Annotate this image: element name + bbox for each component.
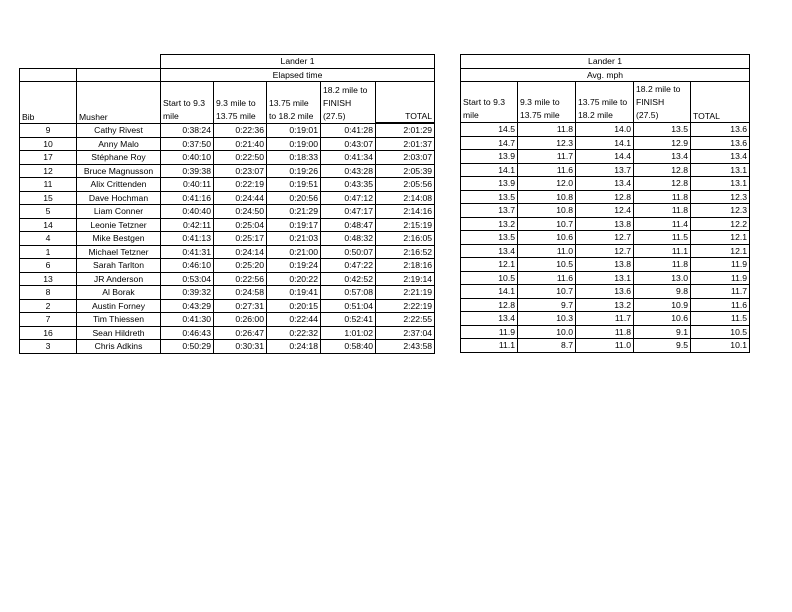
table-row (461, 339, 750, 353)
leg3-mph-cell: 14.4 (576, 150, 634, 164)
leg3-mph-cell: 11.7 (576, 312, 634, 326)
total-time-cell: 2:43:58 (376, 340, 435, 354)
table-row (461, 163, 750, 177)
leg4-mph-cell: 13.5 (634, 123, 691, 137)
musher-cell: Liam Conner (77, 205, 161, 219)
col-header-leg1: Start to 9.3 mile (161, 82, 214, 124)
total-time-cell: 2:03:07 (376, 151, 435, 165)
table-row (20, 178, 435, 192)
leg3-time-cell: 0:19:41 (267, 286, 321, 300)
leg3-mph-cell: 12.7 (576, 244, 634, 258)
leg1-mph-cell: 13.7 (461, 204, 518, 218)
leg4-mph-cell: 11.8 (634, 190, 691, 204)
leg1-mph-cell: 10.5 (461, 271, 518, 285)
leg2-mph-cell: 11.7 (518, 150, 576, 164)
total-time-cell: 2:01:37 (376, 137, 435, 151)
bib-cell: 5 (20, 205, 77, 219)
mph-subtitle: Avg. mph (461, 68, 750, 82)
leg3-mph-cell: 13.6 (576, 285, 634, 299)
total-time-cell: 2:16:05 (376, 232, 435, 246)
table-row (20, 340, 435, 354)
table-row (461, 136, 750, 150)
col-header-leg3: 13.75 mile to 18.2 mile (267, 82, 321, 124)
leg2-mph-cell: 10.5 (518, 258, 576, 272)
leg3-mph-cell: 13.4 (576, 177, 634, 191)
musher-cell: JR Anderson (77, 272, 161, 286)
musher-cell: Al Borak (77, 286, 161, 300)
leg4-time-cell: 0:41:34 (321, 151, 376, 165)
total-mph-cell: 13.1 (691, 163, 750, 177)
leg3-time-cell: 0:19:26 (267, 164, 321, 178)
leg4-mph-cell: 10.6 (634, 312, 691, 326)
bib-cell: 6 (20, 259, 77, 273)
table-row (461, 271, 750, 285)
col-header-bib: Bib (20, 82, 77, 124)
leg4-time-cell: 0:42:52 (321, 272, 376, 286)
table-row (20, 123, 435, 137)
bib-cell: 1 (20, 245, 77, 259)
total-mph-cell: 11.9 (691, 258, 750, 272)
leg1-time-cell: 0:40:11 (161, 178, 214, 192)
leg1-time-cell: 0:46:10 (161, 259, 214, 273)
leg4-mph-cell: 13.0 (634, 271, 691, 285)
elapsed-time-table (19, 54, 435, 354)
col-header-musher: Musher (77, 82, 161, 124)
leg2-time-cell: 0:25:17 (214, 232, 267, 246)
leg4-time-cell: 0:47:12 (321, 191, 376, 205)
total-time-cell: 2:22:55 (376, 313, 435, 327)
leg3-mph-cell: 13.8 (576, 217, 634, 231)
leg1-mph-cell: 13.9 (461, 150, 518, 164)
total-time-cell: 2:37:04 (376, 326, 435, 340)
leg3-mph-cell: 12.4 (576, 204, 634, 218)
leg3-time-cell: 0:21:03 (267, 232, 321, 246)
table-row (20, 299, 435, 313)
musher-cell: Tim Thiessen (77, 313, 161, 327)
musher-cell: Leonie Tetzner (77, 218, 161, 232)
bib-cell: 4 (20, 232, 77, 246)
leg1-time-cell: 0:39:32 (161, 286, 214, 300)
table-row (20, 326, 435, 340)
mph-header-leg3: 13.75 mile to 18.2 mile (576, 82, 634, 123)
table-row (461, 298, 750, 312)
bib-cell: 15 (20, 191, 77, 205)
leg4-mph-cell: 11.4 (634, 217, 691, 231)
leg1-time-cell: 0:39:38 (161, 164, 214, 178)
table-row (461, 312, 750, 326)
leg2-mph-cell: 12.0 (518, 177, 576, 191)
leg2-time-cell: 0:24:44 (214, 191, 267, 205)
total-time-cell: 2:14:08 (376, 191, 435, 205)
leg1-time-cell: 0:50:29 (161, 340, 214, 354)
total-mph-cell: 12.1 (691, 244, 750, 258)
musher-cell: Sean Hildreth (77, 326, 161, 340)
table-row (461, 150, 750, 164)
bib-cell: 10 (20, 137, 77, 151)
leg1-time-cell: 0:46:43 (161, 326, 214, 340)
total-mph-cell: 12.3 (691, 190, 750, 204)
leg2-time-cell: 0:21:40 (214, 137, 267, 151)
table-row (20, 286, 435, 300)
leg2-time-cell: 0:25:04 (214, 218, 267, 232)
leg2-mph-cell: 11.8 (518, 123, 576, 137)
total-mph-cell: 11.7 (691, 285, 750, 299)
leg4-mph-cell: 11.5 (634, 231, 691, 245)
leg3-time-cell: 0:19:01 (267, 123, 321, 137)
col-header-leg4: 18.2 mile to FINISH (27.5) (321, 82, 376, 124)
leg2-time-cell: 0:24:58 (214, 286, 267, 300)
musher-cell: Sarah Tarlton (77, 259, 161, 273)
col-header-leg2: 9.3 mile to 13.75 mile (214, 82, 267, 124)
leg1-time-cell: 0:53:04 (161, 272, 214, 286)
leg4-mph-cell: 11.8 (634, 258, 691, 272)
leg2-time-cell: 0:24:50 (214, 205, 267, 219)
leg2-mph-cell: 11.6 (518, 163, 576, 177)
leg2-mph-cell: 10.3 (518, 312, 576, 326)
mph-header-leg1: Start to 9.3 mile (461, 82, 518, 123)
musher-cell: Anny Malo (77, 137, 161, 151)
leg1-mph-cell: 11.1 (461, 339, 518, 353)
total-time-cell: 2:15:19 (376, 218, 435, 232)
leg3-mph-cell: 13.7 (576, 163, 634, 177)
table-row (20, 218, 435, 232)
table-row (461, 258, 750, 272)
musher-cell: Dave Hochman (77, 191, 161, 205)
leg2-mph-cell: 10.6 (518, 231, 576, 245)
bib-cell: 16 (20, 326, 77, 340)
leg3-mph-cell: 11.8 (576, 325, 634, 339)
mph-title: Lander 1 (461, 55, 750, 69)
leg4-time-cell: 0:48:47 (321, 218, 376, 232)
leg1-time-cell: 0:37:50 (161, 137, 214, 151)
total-mph-cell: 11.6 (691, 298, 750, 312)
table-row (20, 313, 435, 327)
musher-cell: Alix Crittenden (77, 178, 161, 192)
bib-cell: 3 (20, 340, 77, 354)
table-row (20, 272, 435, 286)
total-time-cell: 2:16:52 (376, 245, 435, 259)
bib-cell: 14 (20, 218, 77, 232)
musher-cell: Austin Forney (77, 299, 161, 313)
leg4-time-cell: 0:57:08 (321, 286, 376, 300)
leg2-time-cell: 0:26:47 (214, 326, 267, 340)
leg2-time-cell: 0:22:50 (214, 151, 267, 165)
header-blank (77, 68, 161, 82)
table-row (461, 177, 750, 191)
leg2-mph-cell: 8.7 (518, 339, 576, 353)
leg2-time-cell: 0:27:31 (214, 299, 267, 313)
bib-cell: 7 (20, 313, 77, 327)
table-row (461, 325, 750, 339)
leg3-time-cell: 0:20:22 (267, 272, 321, 286)
leg3-mph-cell: 14.1 (576, 136, 634, 150)
leg1-mph-cell: 12.1 (461, 258, 518, 272)
leg3-time-cell: 0:20:15 (267, 299, 321, 313)
total-time-cell: 2:14:16 (376, 205, 435, 219)
leg4-mph-cell: 12.9 (634, 136, 691, 150)
leg2-mph-cell: 9.7 (518, 298, 576, 312)
leg4-mph-cell: 9.1 (634, 325, 691, 339)
leg4-mph-cell: 12.8 (634, 177, 691, 191)
leg1-time-cell: 0:41:13 (161, 232, 214, 246)
total-time-cell: 2:18:16 (376, 259, 435, 273)
leg3-time-cell: 0:21:00 (267, 245, 321, 259)
header-blank (20, 68, 77, 82)
table-row (461, 231, 750, 245)
bib-cell: 9 (20, 123, 77, 137)
leg1-mph-cell: 14.5 (461, 123, 518, 137)
bib-cell: 11 (20, 178, 77, 192)
leg2-mph-cell: 11.0 (518, 244, 576, 258)
leg4-time-cell: 0:47:22 (321, 259, 376, 273)
leg1-mph-cell: 13.2 (461, 217, 518, 231)
leg1-mph-cell: 14.7 (461, 136, 518, 150)
leg4-mph-cell: 9.5 (634, 339, 691, 353)
leg4-mph-cell: 11.1 (634, 244, 691, 258)
leg3-time-cell: 0:20:56 (267, 191, 321, 205)
leg4-time-cell: 0:58:40 (321, 340, 376, 354)
bib-cell: 8 (20, 286, 77, 300)
leg1-time-cell: 0:41:30 (161, 313, 214, 327)
leg3-mph-cell: 11.0 (576, 339, 634, 353)
leg2-time-cell: 0:22:19 (214, 178, 267, 192)
total-mph-cell: 13.1 (691, 177, 750, 191)
leg2-mph-cell: 10.0 (518, 325, 576, 339)
leg1-time-cell: 0:40:10 (161, 151, 214, 165)
total-time-cell: 2:05:39 (376, 164, 435, 178)
leg4-time-cell: 0:47:17 (321, 205, 376, 219)
table-row (20, 259, 435, 273)
leg4-time-cell: 0:43:07 (321, 137, 376, 151)
total-mph-cell: 11.9 (691, 271, 750, 285)
leg2-time-cell: 0:30:31 (214, 340, 267, 354)
leg4-time-cell: 0:43:28 (321, 164, 376, 178)
table-row (461, 190, 750, 204)
leg3-mph-cell: 12.8 (576, 190, 634, 204)
leg1-mph-cell: 13.4 (461, 312, 518, 326)
total-mph-cell: 12.2 (691, 217, 750, 231)
bib-cell: 12 (20, 164, 77, 178)
leg4-time-cell: 0:48:32 (321, 232, 376, 246)
leg1-mph-cell: 13.5 (461, 231, 518, 245)
leg2-mph-cell: 10.7 (518, 217, 576, 231)
total-time-cell: 2:19:14 (376, 272, 435, 286)
table-row (20, 232, 435, 246)
musher-cell: Bruce Magnusson (77, 164, 161, 178)
total-mph-cell: 12.3 (691, 204, 750, 218)
leg3-time-cell: 0:19:00 (267, 137, 321, 151)
table-row (461, 217, 750, 231)
leg4-time-cell: 0:52:41 (321, 313, 376, 327)
leg2-time-cell: 0:26:00 (214, 313, 267, 327)
leg4-time-cell: 1:01:02 (321, 326, 376, 340)
leg4-mph-cell: 11.8 (634, 204, 691, 218)
total-time-cell: 2:01:29 (376, 123, 435, 137)
elapsed-subtitle: Elapsed time (161, 68, 435, 82)
leg4-time-cell: 0:43:35 (321, 178, 376, 192)
leg2-mph-cell: 12.3 (518, 136, 576, 150)
table-row (20, 151, 435, 165)
musher-cell: Stéphane Roy (77, 151, 161, 165)
leg1-time-cell: 0:40:40 (161, 205, 214, 219)
leg4-mph-cell: 10.9 (634, 298, 691, 312)
leg1-time-cell: 0:41:16 (161, 191, 214, 205)
leg4-time-cell: 0:50:07 (321, 245, 376, 259)
leg1-time-cell: 0:41:31 (161, 245, 214, 259)
total-time-cell: 2:22:19 (376, 299, 435, 313)
avg-mph-table (460, 54, 750, 353)
leg2-mph-cell: 11.6 (518, 271, 576, 285)
elapsed-title: Lander 1 (161, 55, 435, 69)
leg4-mph-cell: 12.8 (634, 163, 691, 177)
total-mph-cell: 11.5 (691, 312, 750, 326)
leg1-time-cell: 0:42:11 (161, 218, 214, 232)
musher-cell: Michael Tetzner (77, 245, 161, 259)
mph-header-leg2: 9.3 mile to 13.75 mile (518, 82, 576, 123)
table-row (20, 191, 435, 205)
leg3-time-cell: 0:24:18 (267, 340, 321, 354)
table-row (20, 245, 435, 259)
table-row (461, 123, 750, 137)
leg2-mph-cell: 10.8 (518, 204, 576, 218)
table-row (20, 137, 435, 151)
total-mph-cell: 10.5 (691, 325, 750, 339)
mph-header-total: TOTAL (691, 82, 750, 123)
leg1-mph-cell: 14.1 (461, 285, 518, 299)
leg1-mph-cell: 11.9 (461, 325, 518, 339)
leg1-mph-cell: 13.5 (461, 190, 518, 204)
leg1-time-cell: 0:38:24 (161, 123, 214, 137)
leg1-time-cell: 0:43:29 (161, 299, 214, 313)
leg3-time-cell: 0:19:17 (267, 218, 321, 232)
leg4-mph-cell: 13.4 (634, 150, 691, 164)
table-row (20, 164, 435, 178)
leg1-mph-cell: 13.4 (461, 244, 518, 258)
leg3-time-cell: 0:19:24 (267, 259, 321, 273)
leg3-mph-cell: 13.8 (576, 258, 634, 272)
leg1-mph-cell: 12.8 (461, 298, 518, 312)
total-time-cell: 2:05:56 (376, 178, 435, 192)
total-mph-cell: 13.4 (691, 150, 750, 164)
leg4-time-cell: 0:51:04 (321, 299, 376, 313)
leg1-mph-cell: 13.9 (461, 177, 518, 191)
leg2-time-cell: 0:22:36 (214, 123, 267, 137)
mph-header-leg4: 18.2 mile to FINISH (27.5) (634, 82, 691, 123)
leg4-time-cell: 0:41:28 (321, 123, 376, 137)
leg1-mph-cell: 14.1 (461, 163, 518, 177)
musher-cell: Mike Bestgen (77, 232, 161, 246)
leg2-time-cell: 0:25:20 (214, 259, 267, 273)
bib-cell: 2 (20, 299, 77, 313)
leg3-mph-cell: 14.0 (576, 123, 634, 137)
total-time-cell: 2:21:19 (376, 286, 435, 300)
leg4-mph-cell: 9.8 (634, 285, 691, 299)
leg3-time-cell: 0:22:44 (267, 313, 321, 327)
bib-cell: 17 (20, 151, 77, 165)
leg2-time-cell: 0:24:14 (214, 245, 267, 259)
leg2-time-cell: 0:22:56 (214, 272, 267, 286)
table-row (461, 204, 750, 218)
leg3-mph-cell: 13.2 (576, 298, 634, 312)
musher-cell: Chris Adkins (77, 340, 161, 354)
total-mph-cell: 13.6 (691, 136, 750, 150)
leg2-mph-cell: 10.8 (518, 190, 576, 204)
table-row (20, 205, 435, 219)
bib-cell: 13 (20, 272, 77, 286)
total-mph-cell: 13.6 (691, 123, 750, 137)
musher-cell: Cathy Rivest (77, 123, 161, 137)
corner-blank (20, 55, 161, 69)
leg2-mph-cell: 10.7 (518, 285, 576, 299)
leg3-mph-cell: 13.1 (576, 271, 634, 285)
leg3-time-cell: 0:19:51 (267, 178, 321, 192)
leg3-time-cell: 0:21:29 (267, 205, 321, 219)
table-row (461, 285, 750, 299)
total-mph-cell: 12.1 (691, 231, 750, 245)
leg2-time-cell: 0:23:07 (214, 164, 267, 178)
col-header-total: TOTAL (376, 82, 435, 124)
leg3-mph-cell: 12.7 (576, 231, 634, 245)
leg3-time-cell: 0:22:32 (267, 326, 321, 340)
leg3-time-cell: 0:18:33 (267, 151, 321, 165)
total-mph-cell: 10.1 (691, 339, 750, 353)
table-row (461, 244, 750, 258)
